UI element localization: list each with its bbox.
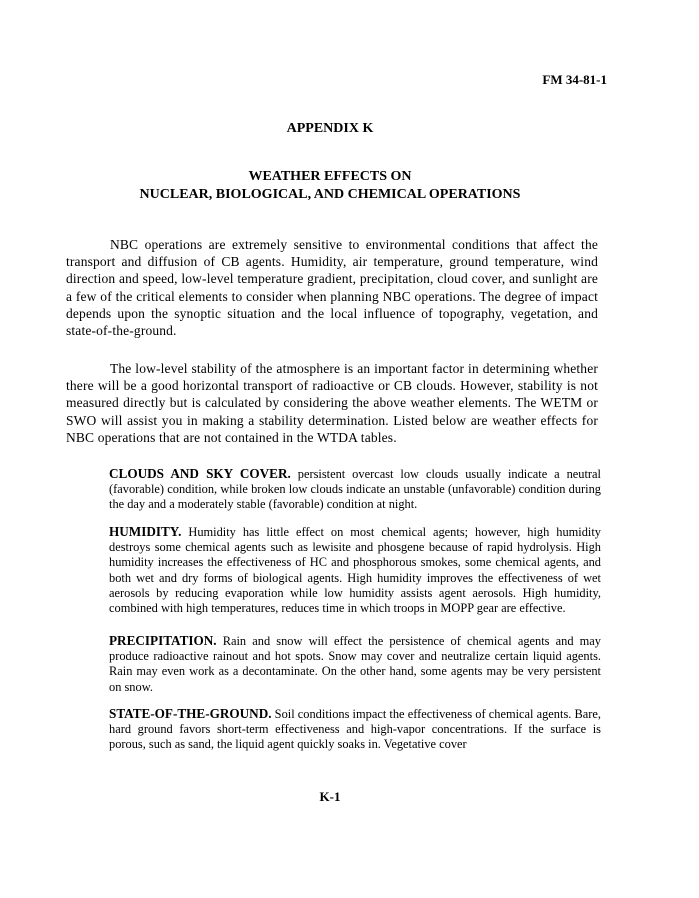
section-humidity bbox=[109, 524, 601, 616]
page-title-line-2: NUCLEAR, BIOLOGICAL, AND CHEMICAL OPERATIONS bbox=[139, 187, 521, 202]
intro-paragraph-text: NBC operations are extremely sensitive to environmental conditions that affect the transport and diffusion of CB agents. Humidity, air temperature, ground temperature, wind direction and speed, low-level temperature gradient, precipitation, cloud cover, and sunlight are a few of the critical elements to consider when planning NBC operations. The degree of impact depends upon the synoptic situation and the local influence of topography, vegetation, and state-of-the-ground. bbox=[66, 237, 598, 339]
section-text: Soil conditions impact the effectiveness of chemical agents. Bare, hard ground favors short-term effectiveness and high-vapor concentrations. If the surface is porous, such as sand, the liquid agent quickly soaks in. Vegetative cover bbox=[109, 707, 601, 752]
section-heading: PRECIPITATION. bbox=[109, 633, 217, 648]
section-state-of-the-ground bbox=[109, 706, 601, 753]
section-heading: HUMIDITY. bbox=[109, 524, 182, 539]
intro-paragraph bbox=[66, 236, 598, 339]
page-title bbox=[0, 168, 660, 204]
stability-paragraph-text: The low-level stability of the atmosphere is an important factor in determining whether there will be a good horizontal transport of radioactive or CB clouds. However, stability is not measured directly but is calculated by considering the above weather elements. The WETM or SWO will assist you in making a stability determination. Listed below are weather effects for NBC operations that are not contained in the WTDA tables. bbox=[66, 361, 598, 445]
section-heading: CLOUDS AND SKY COVER. bbox=[109, 466, 291, 481]
document-id: FM 34-81-1 bbox=[542, 72, 607, 87]
page-number: K-1 bbox=[319, 789, 341, 804]
page-title-line-1: WEATHER EFFECTS ON bbox=[248, 169, 412, 184]
section-text: Rain and snow will effect the persistence of chemical agents and may produce radioactive rainout and hot spots. Snow may cover and neutralize certain liquid agents. Rain may even work as a decontaminate. On the other hand, some agents may be very persistent on snow. bbox=[109, 634, 601, 694]
appendix-title: APPENDIX K bbox=[286, 121, 374, 136]
section-heading: STATE-OF-THE-GROUND. bbox=[109, 706, 272, 721]
section-text: Humidity has little effect on most chemical agents; however, high humidity destroys some chemical agents such as lewisite and phosgene because of rapid hydrolysis. High humidity increases the effectiveness of HC and phosphorous smokes, some chemical agents, and both wet and dry forms of biological agents. High humidity improves the effectiveness of wet aerosols by reducing evaporation while low humidity assists agent aerosols. High humidity, combined with high temperatures, reduces time in which troops in MOPP gear are effective. bbox=[109, 525, 601, 616]
section-clouds-sky-cover bbox=[109, 466, 601, 513]
stability-paragraph bbox=[66, 360, 598, 446]
section-text: persistent overcast low clouds usually indicate a neutral (favorable) condition, while broken low clouds indicate an unstable (unfavorable) condition during the day and a moderately stable (favorable) condition at night. bbox=[109, 467, 601, 512]
section-precipitation bbox=[109, 633, 601, 695]
